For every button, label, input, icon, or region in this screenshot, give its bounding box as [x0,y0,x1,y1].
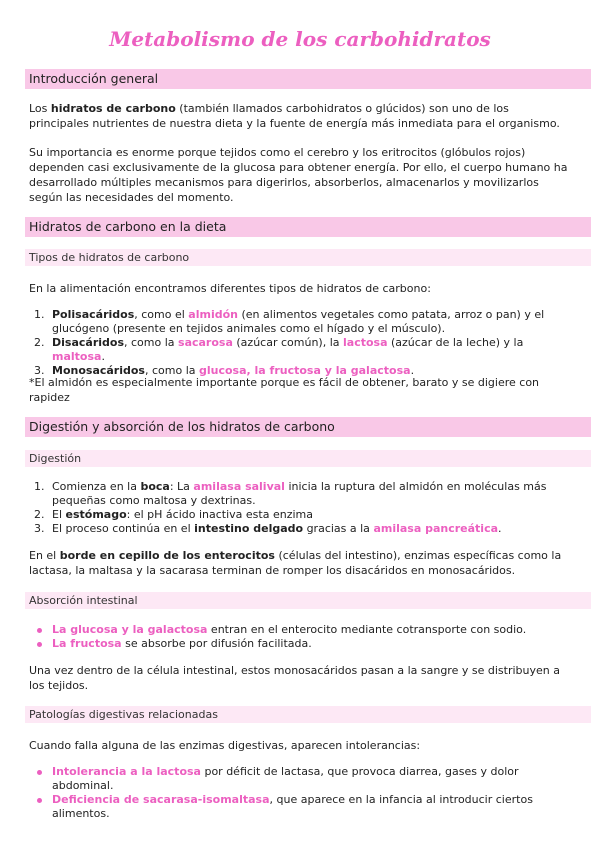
section-heading-intro: Introducción general [25,69,591,89]
types-list [29,308,569,378]
list-item: 3. Monosacáridos, como la glucosa, la fructosa y la galactosa. [34,364,415,377]
page-title: Metabolismo de los carbohidratos [109,27,491,51]
starch-note: *El almidón es especialmente importante porque es fácil de obtener, barato y se digiere con rapidez [29,376,540,404]
list-item: 1. Comienza en la boca: La amilasa salival inicia la ruptura del almidón en moléculas más pequeñas como maltosa y dextrinas. [34,480,547,507]
list-item: La fructosa se absorbe por difusión facilitada. [29,637,569,651]
enterocyte-paragraph: En el borde en cepillo de los enterocitos (células del intestino), enzimas específicas como la lactasa, la maltasa y la sacarasa terminan de romper los disacáridos en monosacáridos. [29,549,562,577]
section-heading-diet: Hidratos de carbono en la dieta [25,217,591,237]
intro-paragraph-1: Los hidratos de carbono (también llamados carbohidratos o glúcidos) son uno de los principales nutrientes de nuestra dieta y la fuente de energía más inmediata para el organismo. [29,102,560,130]
bullet-icon [37,798,42,803]
subheading-digestion: Digestión [25,450,591,467]
list-item: 2. Disacáridos, como la sacarosa (azúcar común), la lactosa (azúcar de la leche) y la maltosa. [34,336,524,363]
subheading-types: Tipos de hidratos de carbono [25,249,591,266]
absorption-paragraph: Una vez dentro de la célula intestinal, estos monosacáridos pasan a la sangre y se distribuyen a los tejidos. [29,664,560,692]
bullet-icon [37,628,42,633]
digestion-list [29,480,569,536]
section-heading-digestion: Digestión y absorción de los hidratos de carbono [25,417,591,437]
list-item: 3. El proceso continúa en el intestino delgado gracias a la amilasa pancreática. [34,522,502,535]
absorption-list [29,623,569,651]
list-item: Intolerancia a la lactosa por déficit de lactasa, que provoca diarrea, gases y dolor abdominal. [29,765,569,793]
list-item: 1. Polisacáridos, como el almidón (en alimentos vegetales como patata, arroz o pan) y el glucógeno (presente en tejidos animales como el hígado y el músculo). [34,308,545,335]
pathologies-list [29,765,569,821]
bullet-icon [37,642,42,647]
list-item: La glucosa y la galactosa entran en el enterocito mediante cotransporte con sodio. [29,623,569,637]
pathologies-intro: Cuando falla alguna de las enzimas digestivas, aparecen intolerancias: [29,739,421,752]
list-item: 2. El estómago: el pH ácido inactiva esta enzima [34,508,313,521]
subheading-absorption: Absorción intestinal [25,592,591,609]
bullet-icon [37,770,42,775]
subheading-pathologies: Patologías digestivas relacionadas [25,706,591,723]
list-item: Deficiencia de sacarasa-isomaltasa, que aparece en la infancia al introducir ciertos alimentos. [29,793,569,821]
types-intro: En la alimentación encontramos diferentes tipos de hidratos de carbono: [29,282,431,295]
intro-paragraph-2: Su importancia es enorme porque tejidos como el cerebro y los eritrocitos (glóbulos rojos) dependen casi exclusivamente de la glucosa para obtener energía. Por ello, el cuerpo humano ha desarrollado múltiples mecanismos para digerirlos, absorberlos, almacenarlos y movilizarlos según las necesidades del momento. [29,146,568,204]
